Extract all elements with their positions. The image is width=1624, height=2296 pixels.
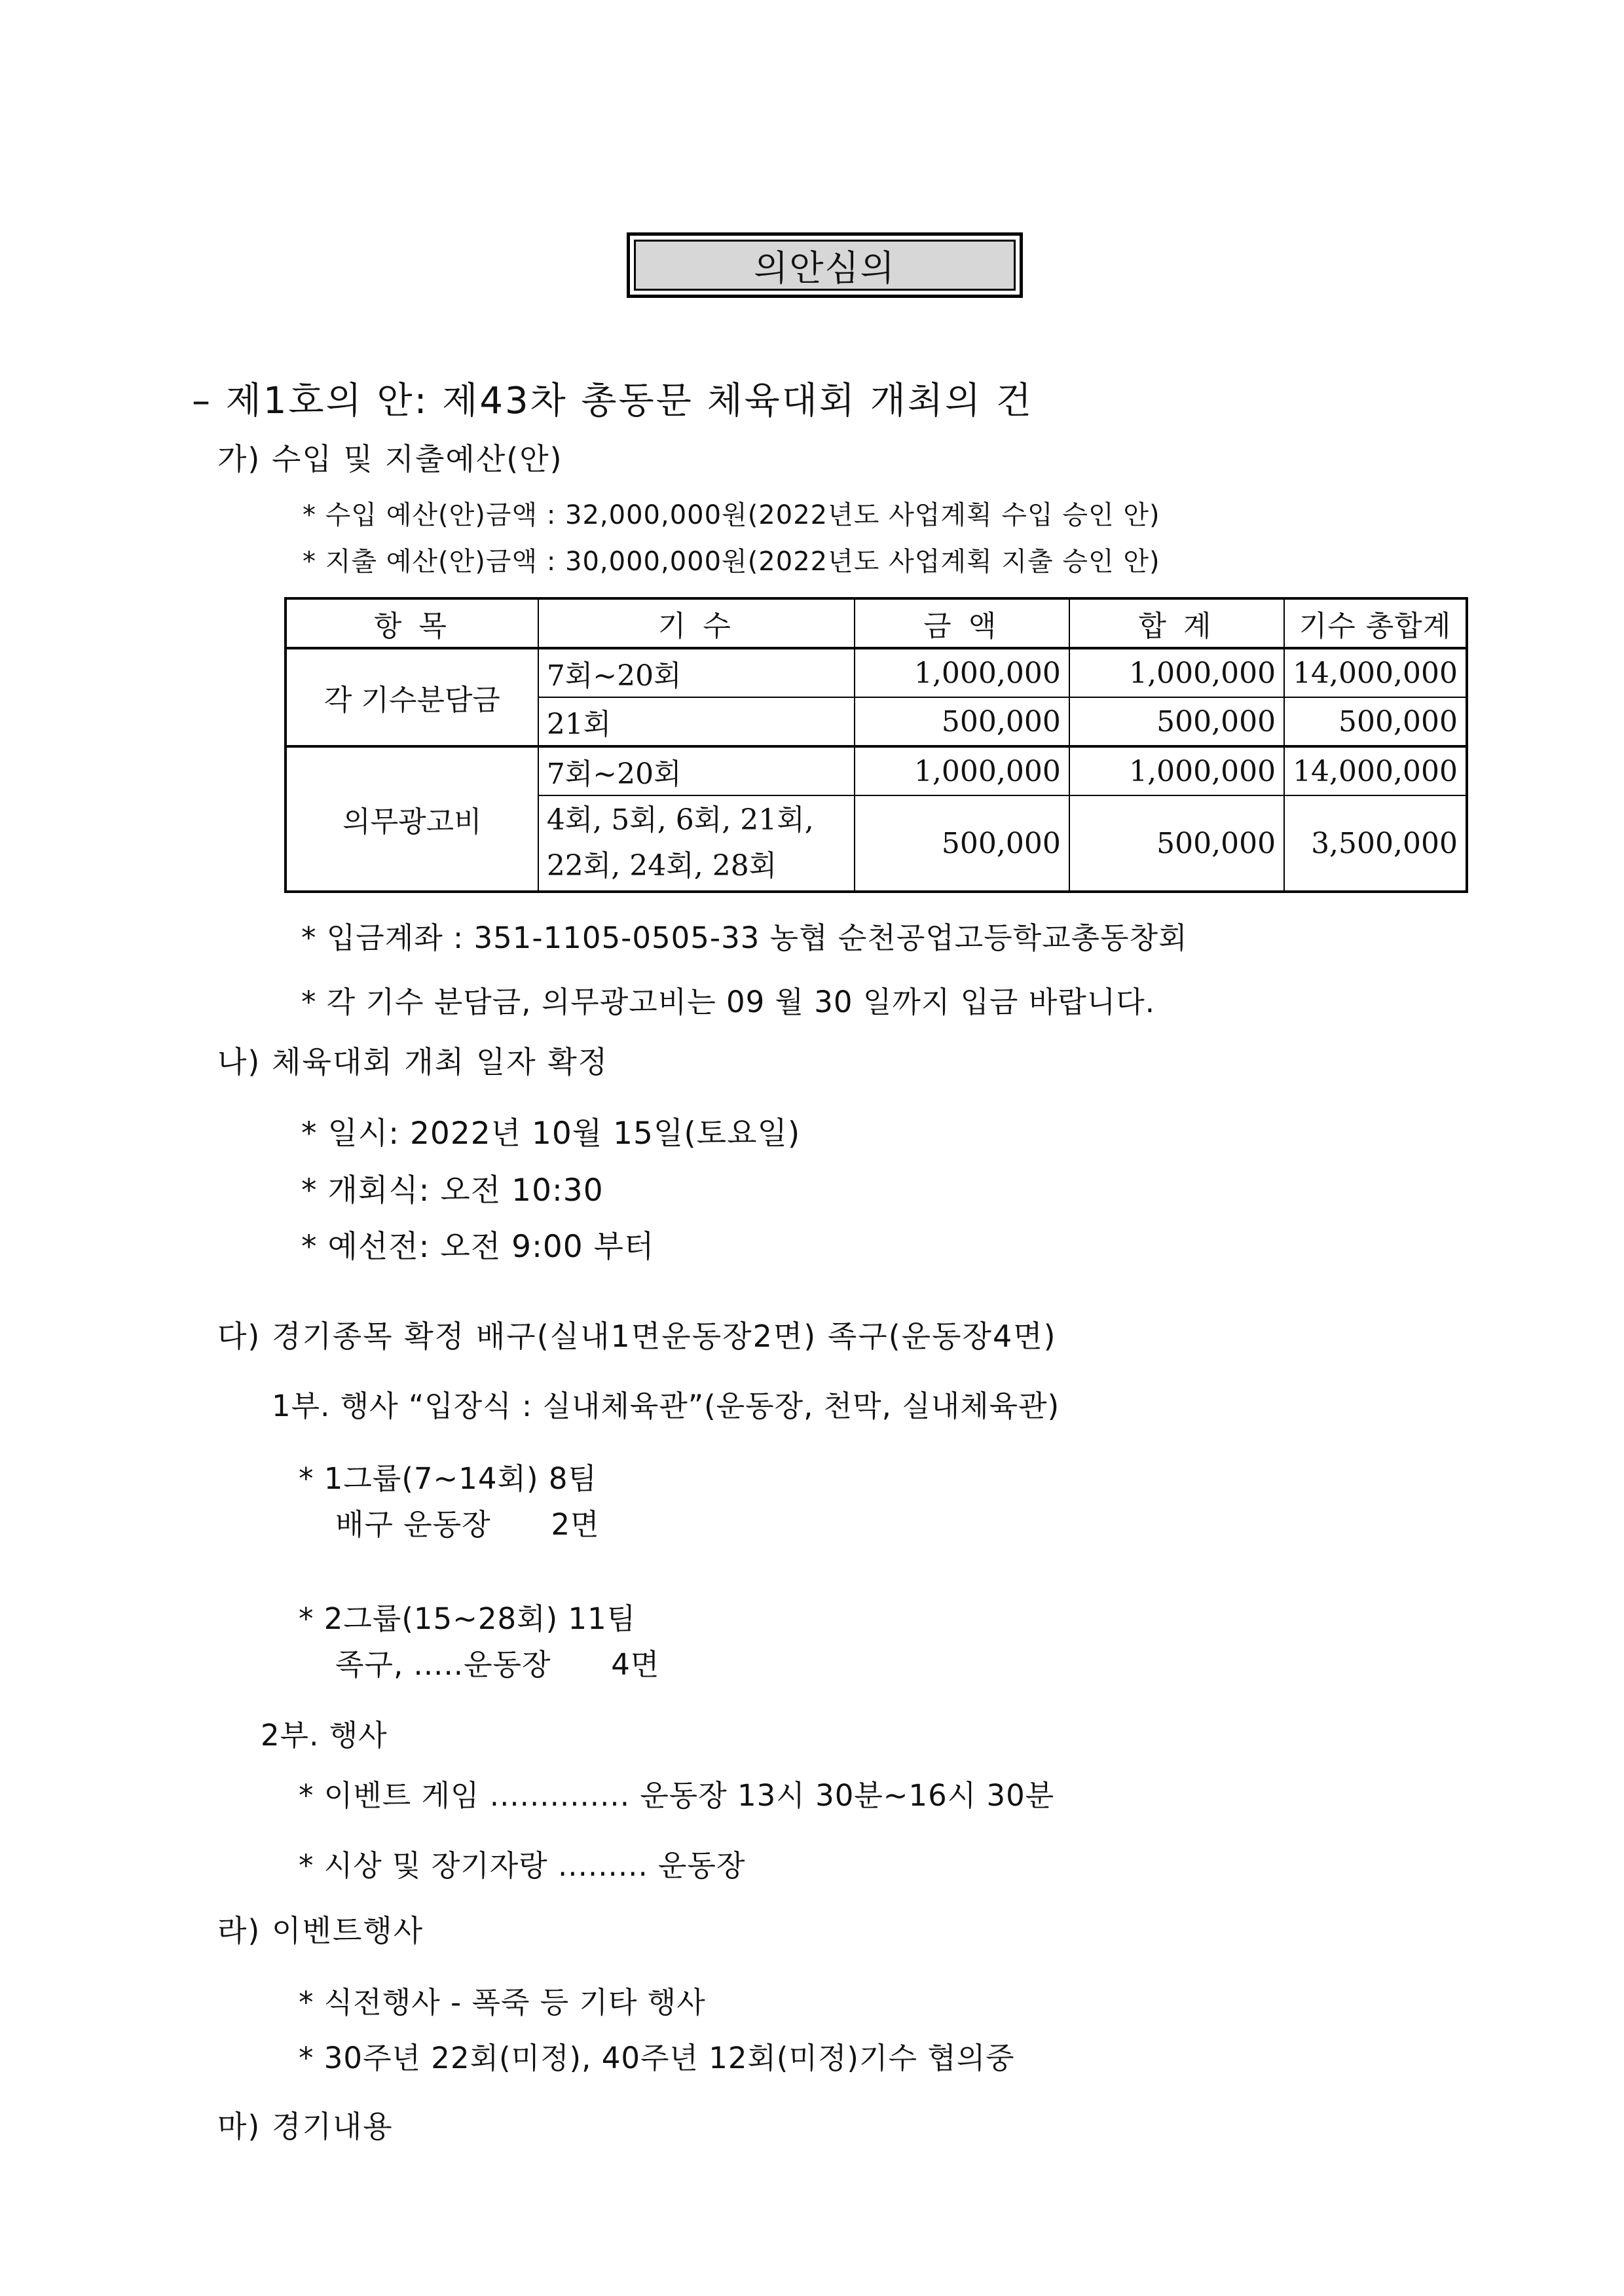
event-game: * 이벤트 게임 .............. 운동장 13시 30분~16시 30분: [299, 1778, 1055, 1813]
group1-detail: 배구 운동장 2면: [335, 1507, 600, 1542]
part1-heading: 1부. 행사 “입장식 : 실내체육관”(운동장, 천막, 실내체육관): [272, 1389, 1060, 1423]
cell-term-line: 22회, 24회, 28회: [546, 849, 777, 883]
cell-amount: 500,000: [855, 697, 1069, 746]
cell-subtotal: 1,000,000: [1069, 746, 1284, 795]
cell-amount: 500,000: [855, 795, 1069, 892]
cell-grand-total: 14,000,000: [1284, 746, 1467, 795]
cell-subtotal: 1,000,000: [1069, 648, 1284, 697]
cell-term: [538, 795, 855, 892]
page-title: 의안심의: [634, 240, 1016, 291]
budget-table: [284, 597, 1468, 893]
section-da-heading: 다) 경기종목 확정 배구(실내1면운동장2면) 족구(운동장4면): [217, 1319, 1057, 1354]
cell-subtotal: 500,000: [1069, 697, 1284, 746]
anniversary-note: * 30주년 22회(미정), 40주년 12회(미정)기수 협의중: [299, 2041, 1015, 2075]
header-grand-total: 기수 총합계: [1284, 598, 1467, 648]
cell-term: 7회~20회: [538, 648, 855, 697]
section-na-heading: 나) 체육대회 개최 일자 확정: [217, 1044, 609, 1080]
cell-subtotal: 500,000: [1069, 795, 1284, 892]
table-row: [286, 746, 1467, 795]
awards-talent: * 시상 및 장기자랑 ......... 운동장: [299, 1848, 746, 1883]
cell-grand-total: 3,500,000: [1284, 795, 1467, 892]
section-ma-heading: 마) 경기내용: [217, 2109, 394, 2144]
group2-detail: 족구, .....운동장 4면: [335, 1647, 660, 1682]
header-term: 기 수: [538, 598, 855, 648]
item-ad-fee: 의무광고비: [286, 746, 538, 892]
cell-amount: 1,000,000: [855, 746, 1069, 795]
table-row: [286, 648, 1467, 697]
cell-term: 7회~20회: [538, 746, 855, 795]
preliminary-round: * 예선전: 오전 9:00 부터: [301, 1229, 655, 1265]
opening-ceremony: * 개회식: 오전 10:30: [301, 1173, 604, 1209]
table-header-row: [286, 598, 1467, 648]
section-ra-heading: 라) 이벤트행사: [217, 1913, 424, 1948]
header-item: 항 목: [286, 598, 538, 648]
agenda-title: – 제1호의 안: 제43차 총동문 체육대회 개최의 건: [192, 380, 1033, 422]
header-amount: 금 액: [855, 598, 1069, 648]
deposit-deadline: * 각 기수 분담금, 의무광고비는 09 월 30 일까지 입금 바랍니다.: [301, 985, 1156, 1019]
item-class-share: 각 기수분담금: [286, 648, 538, 746]
group2-line: * 2그룹(15~28회) 11팀: [299, 1601, 637, 1636]
section-ga-heading: 가) 수입 및 지출예산(안): [217, 441, 563, 477]
pre-ceremony: * 식전행사 - 폭죽 등 기타 행사: [299, 1985, 706, 2020]
deposit-account: * 입금계좌 : 351-1105-0505-33 농협 순천공업고등학교총동창회: [301, 920, 1188, 955]
income-budget: * 수입 예산(안)금액 : 32,000,000원(2022년도 사업계획 수입 승인 안): [303, 500, 1160, 530]
cell-term: 21회: [538, 697, 855, 746]
cell-amount: 1,000,000: [855, 648, 1069, 697]
event-date: * 일시: 2022년 10월 15일(토요일): [301, 1116, 801, 1152]
group1-line: * 1그룹(7~14회) 8팀: [299, 1461, 597, 1496]
title-box: [627, 232, 1023, 298]
cell-grand-total: 500,000: [1284, 697, 1467, 746]
header-subtotal: 합 계: [1069, 598, 1284, 648]
cell-term-line: 4회, 5회, 6회, 21회,: [546, 803, 814, 837]
cell-grand-total: 14,000,000: [1284, 648, 1467, 697]
expense-budget: * 지출 예산(안)금액 : 30,000,000원(2022년도 사업계획 지출 승인 안): [303, 547, 1160, 577]
part2-heading: 2부. 행사: [261, 1718, 388, 1753]
